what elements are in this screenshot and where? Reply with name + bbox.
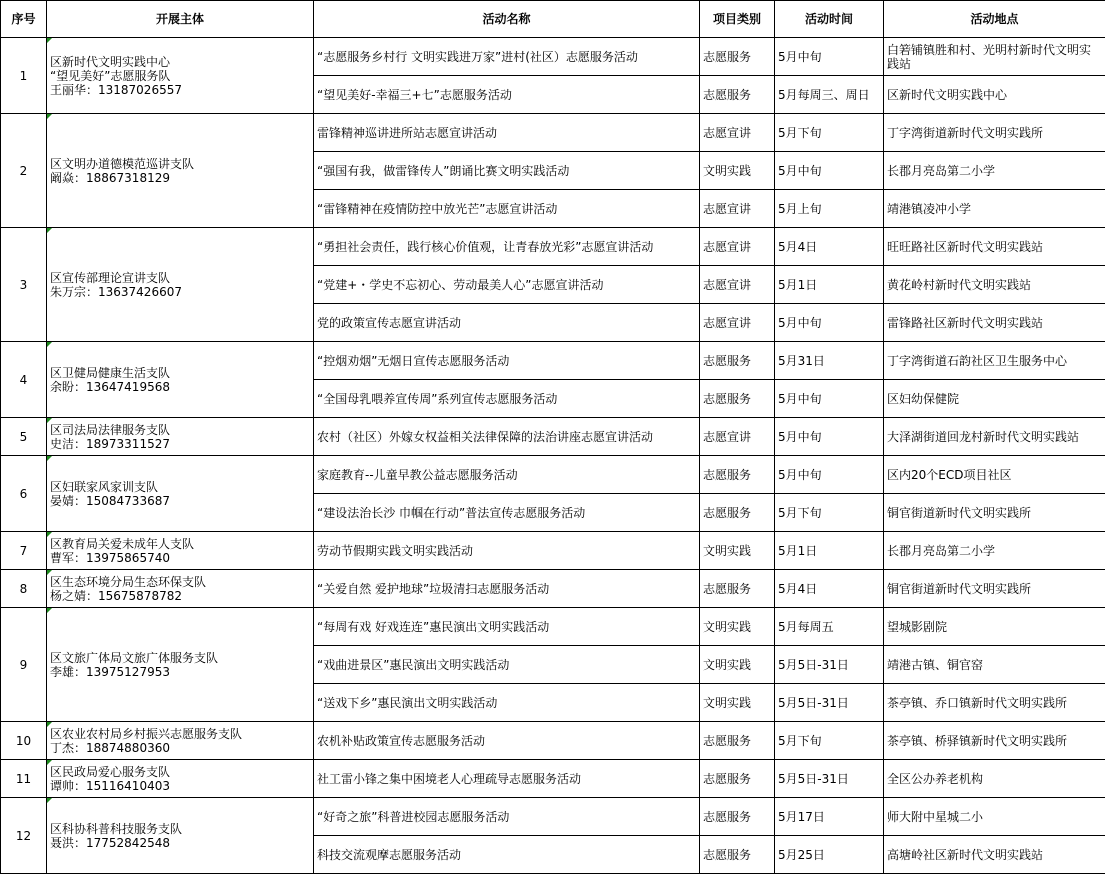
organizer-line: 李雄：13975127953 <box>50 664 170 679</box>
header-location: 活动地点 <box>884 1 1105 38</box>
cell-seq: 4 <box>1 342 47 418</box>
cell-time: 5月4日 <box>775 570 884 608</box>
cell-time: 5月每周三、周日 <box>775 76 884 114</box>
cell-category: 志愿服务 <box>700 380 775 418</box>
cell-seq: 3 <box>1 228 47 342</box>
cell-seq: 11 <box>1 760 47 798</box>
cell-location: 铜官街道新时代文明实践所 <box>884 570 1105 608</box>
cell-time: 5月中旬 <box>775 38 884 76</box>
header-row <box>1 1 1105 38</box>
cell-comment-marker <box>47 456 52 461</box>
organizer-line: 朱万宗：13637426607 <box>50 284 182 299</box>
cell-activity-name: “望见美好-幸福三+七”志愿服务活动 <box>314 76 700 114</box>
organizer-line: 区司法局法律服务支队 <box>50 422 171 437</box>
cell-comment-marker <box>47 38 52 43</box>
cell-activity-name: 科技交流观摩志愿服务活动 <box>314 836 700 874</box>
cell-location: 长郡月亮岛第二小学 <box>884 152 1105 190</box>
cell-activity-name: “雷锋精神在疫情防控中放光芒”志愿宣讲活动 <box>314 190 700 228</box>
cell-organizer <box>47 228 314 342</box>
cell-time: 5月4日 <box>775 228 884 266</box>
cell-activity-name: 社工雷小锋之集中困境老人心理疏导志愿服务活动 <box>314 760 700 798</box>
cell-time: 5月中旬 <box>775 304 884 342</box>
cell-location: 全区公办养老机构 <box>884 760 1105 798</box>
organizer-line: 区生态环境分局生态环保支队 <box>50 574 207 589</box>
table-row <box>1 798 1105 836</box>
cell-time: 5月中旬 <box>775 152 884 190</box>
cell-seq: 8 <box>1 570 47 608</box>
cell-comment-marker <box>47 570 52 575</box>
cell-organizer <box>47 760 314 798</box>
cell-seq: 7 <box>1 532 47 570</box>
cell-category: 志愿服务 <box>700 494 775 532</box>
cell-category: 志愿宣讲 <box>700 304 775 342</box>
cell-activity-name: “每周有戏 好戏连连”惠民演出文明实践活动 <box>314 608 700 646</box>
cell-organizer <box>47 418 314 456</box>
cell-organizer <box>47 114 314 228</box>
cell-activity-name: 农机补贴政策宣传志愿服务活动 <box>314 722 700 760</box>
cell-category: 文明实践 <box>700 684 775 722</box>
organizer-line: 聂洪：17752842548 <box>50 835 170 850</box>
cell-category: 志愿宣讲 <box>700 266 775 304</box>
cell-seq: 9 <box>1 608 47 722</box>
cell-time: 5月中旬 <box>775 456 884 494</box>
cell-comment-marker <box>47 114 52 119</box>
organizer-line: 区科协科普科技服务支队 <box>50 821 183 836</box>
cell-time: 5月中旬 <box>775 380 884 418</box>
header-activity-name: 活动名称 <box>314 1 700 38</box>
header-organizer: 开展主体 <box>47 1 314 38</box>
cell-category: 志愿宣讲 <box>700 228 775 266</box>
cell-category: 志愿宣讲 <box>700 190 775 228</box>
cell-location: 望城影剧院 <box>884 608 1105 646</box>
cell-category: 文明实践 <box>700 608 775 646</box>
cell-organizer <box>47 532 314 570</box>
cell-time: 5月5日-31日 <box>775 760 884 798</box>
table-row <box>1 38 1105 76</box>
cell-time: 5月下旬 <box>775 114 884 152</box>
table-row <box>1 760 1105 798</box>
cell-activity-name: “党建+・学史不忘初心、劳动最美人心”志愿宣讲活动 <box>314 266 700 304</box>
cell-seq: 12 <box>1 798 47 874</box>
cell-category: 志愿服务 <box>700 456 775 494</box>
cell-organizer <box>47 722 314 760</box>
organizer-line: 丁杰：18874880360 <box>50 740 170 755</box>
cell-organizer <box>47 570 314 608</box>
cell-activity-name: 家庭教育--儿童早教公益志愿服务活动 <box>314 456 700 494</box>
cell-activity-name: “勇担社会责任，践行核心价值观，让青春放光彩”志愿宣讲活动 <box>314 228 700 266</box>
cell-organizer <box>47 456 314 532</box>
cell-location: 区新时代文明实践中心 <box>884 76 1105 114</box>
cell-location: 大泽湖街道回龙村新时代文明实践站 <box>884 418 1105 456</box>
cell-activity-name: “强国有我，做雷锋传人”朗诵比赛文明实践活动 <box>314 152 700 190</box>
cell-category: 志愿宣讲 <box>700 114 775 152</box>
table-row <box>1 722 1105 760</box>
cell-time: 5月5日-31日 <box>775 684 884 722</box>
cell-comment-marker <box>47 418 52 423</box>
cell-activity-name: 农村（社区）外嫁女权益相关法律保障的法治讲座志愿宣讲活动 <box>314 418 700 456</box>
cell-seq: 5 <box>1 418 47 456</box>
table-row <box>1 570 1105 608</box>
organizer-line: 区新时代文明实践中心 <box>50 54 171 69</box>
table-row <box>1 418 1105 456</box>
cell-location: 铜官街道新时代文明实践所 <box>884 494 1105 532</box>
organizer-line: “望见美好”志愿服务队 <box>50 68 171 83</box>
cell-comment-marker <box>47 532 52 537</box>
cell-location: 靖港古镇、铜官窑 <box>884 646 1105 684</box>
cell-activity-name: “志愿服务乡村行 文明实践进万家”进村(社区）志愿服务活动 <box>314 38 700 76</box>
organizer-line: 区文明办道德模范巡讲支队 <box>50 156 195 171</box>
cell-category: 志愿服务 <box>700 570 775 608</box>
cell-location: 白箬铺镇胜和村、光明村新时代文明实践站 <box>884 38 1105 76</box>
cell-organizer <box>47 798 314 874</box>
organizer-line: 杨之婧：15675878782 <box>50 588 182 603</box>
table-row <box>1 114 1105 152</box>
cell-comment-marker <box>47 608 52 613</box>
cell-category: 志愿宣讲 <box>700 418 775 456</box>
cell-category: 志愿服务 <box>700 76 775 114</box>
cell-seq: 2 <box>1 114 47 228</box>
cell-location: 雷锋路社区新时代文明实践站 <box>884 304 1105 342</box>
cell-comment-marker <box>47 342 52 347</box>
cell-comment-marker <box>47 722 52 727</box>
cell-location: 师大附中星城二小 <box>884 798 1105 836</box>
cell-location: 茶亭镇、桥驿镇新时代文明实践所 <box>884 722 1105 760</box>
cell-time: 5月1日 <box>775 532 884 570</box>
table-row <box>1 228 1105 266</box>
organizer-line: 王丽华：13187026557 <box>50 82 182 97</box>
cell-activity-name: 劳动节假期实践文明实践活动 <box>314 532 700 570</box>
organizer-line: 区农业农村局乡村振兴志愿服务支队 <box>50 726 243 741</box>
organizer-line: 曹军：13975865740 <box>50 550 170 565</box>
cell-seq: 1 <box>1 38 47 114</box>
cell-time: 5月17日 <box>775 798 884 836</box>
cell-time: 5月1日 <box>775 266 884 304</box>
cell-location: 旺旺路社区新时代文明实践站 <box>884 228 1105 266</box>
cell-activity-name: “全国母乳喂养宣传周”系列宣传志愿服务活动 <box>314 380 700 418</box>
cell-activity-name: 雷锋精神巡讲进所站志愿宣讲活动 <box>314 114 700 152</box>
organizer-line: 区教育局关爱未成年人支队 <box>50 536 195 551</box>
cell-organizer <box>47 38 314 114</box>
cell-category: 志愿服务 <box>700 836 775 874</box>
organizer-line: 谭帅：15116410403 <box>50 778 170 793</box>
cell-location: 长郡月亮岛第二小学 <box>884 532 1105 570</box>
organizer-line: 晏婧：15084733687 <box>50 493 170 508</box>
cell-organizer <box>47 342 314 418</box>
cell-location: 区妇幼保健院 <box>884 380 1105 418</box>
table-row <box>1 608 1105 646</box>
header-seq: 序号 <box>1 1 47 38</box>
cell-category: 志愿服务 <box>700 722 775 760</box>
cell-activity-name: 党的政策宣传志愿宣讲活动 <box>314 304 700 342</box>
organizer-line: 区文旅广体局文旅广体服务支队 <box>50 650 219 665</box>
cell-organizer <box>47 608 314 722</box>
organizer-line: 区宣传部理论宣讲支队 <box>50 270 171 285</box>
table-row <box>1 532 1105 570</box>
cell-activity-name: “戏曲进景区”惠民演出文明实践活动 <box>314 646 700 684</box>
cell-location: 丁字湾街道新时代文明实践所 <box>884 114 1105 152</box>
cell-time: 5月每周五 <box>775 608 884 646</box>
cell-comment-marker <box>47 760 52 765</box>
cell-comment-marker <box>47 798 52 803</box>
cell-category: 志愿服务 <box>700 760 775 798</box>
cell-category: 志愿服务 <box>700 38 775 76</box>
cell-time: 5月31日 <box>775 342 884 380</box>
cell-comment-marker <box>47 228 52 233</box>
cell-category: 文明实践 <box>700 646 775 684</box>
cell-time: 5月25日 <box>775 836 884 874</box>
cell-seq: 6 <box>1 456 47 532</box>
organizer-line: 余盼：13647419568 <box>50 379 170 394</box>
table-row <box>1 342 1105 380</box>
cell-activity-name: “关爱自然 爱护地球”垃圾清扫志愿服务活动 <box>314 570 700 608</box>
header-time: 活动时间 <box>775 1 884 38</box>
cell-time: 5月下旬 <box>775 722 884 760</box>
cell-activity-name: “建设法治长沙 巾帼在行动”普法宣传志愿服务活动 <box>314 494 700 532</box>
table-body <box>1 38 1105 874</box>
cell-category: 文明实践 <box>700 152 775 190</box>
organizer-line: 区卫健局健康生活支队 <box>50 365 171 380</box>
cell-location: 靖港镇凌冲小学 <box>884 190 1105 228</box>
cell-time: 5月上旬 <box>775 190 884 228</box>
organizer-line: 史洁：18973311527 <box>50 436 170 451</box>
cell-activity-name: “送戏下乡”惠民演出文明实践活动 <box>314 684 700 722</box>
cell-location: 高塘岭社区新时代文明实践站 <box>884 836 1105 874</box>
cell-category: 文明实践 <box>700 532 775 570</box>
cell-activity-name: “好奇之旅”科普进校园志愿服务活动 <box>314 798 700 836</box>
cell-time: 5月中旬 <box>775 418 884 456</box>
cell-time: 5月下旬 <box>775 494 884 532</box>
cell-location: 丁字湾街道石韵社区卫生服务中心 <box>884 342 1105 380</box>
cell-location: 黄花岭村新时代文明实践站 <box>884 266 1105 304</box>
table-row <box>1 456 1105 494</box>
cell-location: 区内20个ECD项目社区 <box>884 456 1105 494</box>
cell-seq: 10 <box>1 722 47 760</box>
organizer-line: 区民政局爱心服务支队 <box>50 764 171 779</box>
organizer-line: 区妇联家风家训支队 <box>50 479 159 494</box>
cell-category: 志愿服务 <box>700 342 775 380</box>
cell-time: 5月5日-31日 <box>775 646 884 684</box>
header-category: 项目类别 <box>700 1 775 38</box>
cell-activity-name: “控烟劝烟”无烟日宣传志愿服务活动 <box>314 342 700 380</box>
cell-location: 茶亭镇、乔口镇新时代文明实践所 <box>884 684 1105 722</box>
organizer-line: 阚焱：18867318129 <box>50 170 170 185</box>
cell-category: 志愿服务 <box>700 798 775 836</box>
